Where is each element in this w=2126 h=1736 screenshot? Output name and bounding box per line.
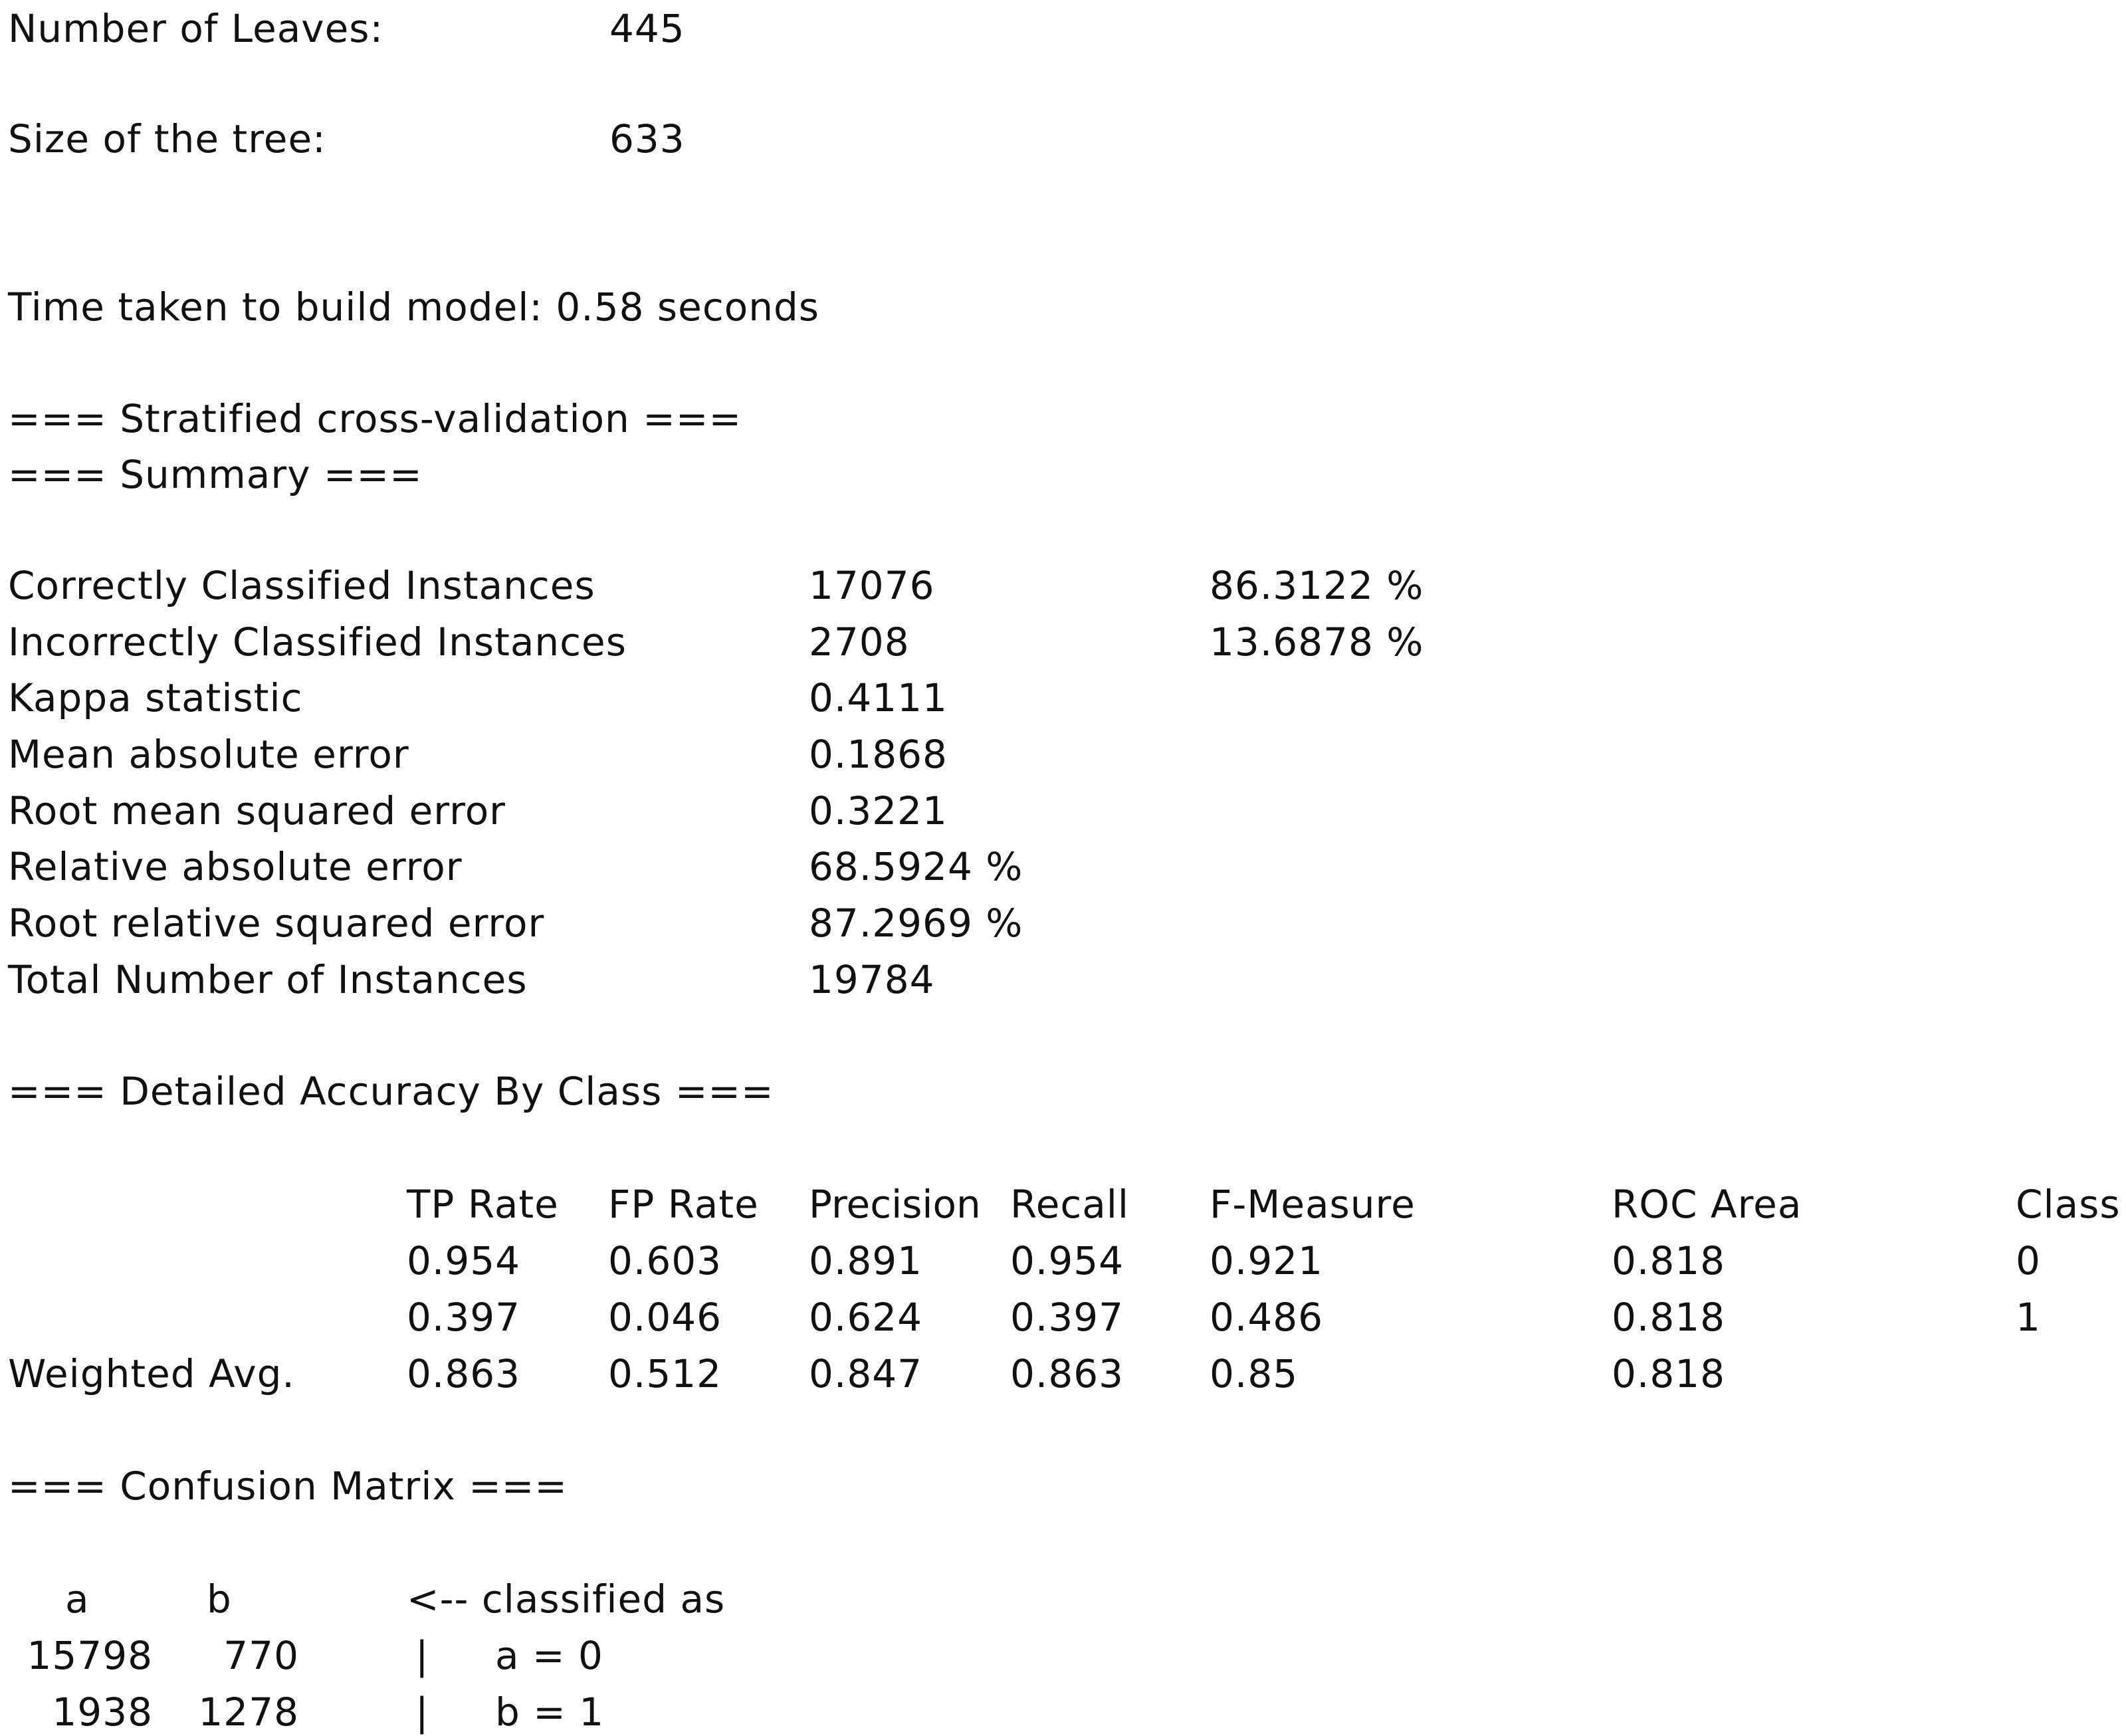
summary-label: Root mean squared error xyxy=(8,788,506,833)
matrix-cell: 15798 xyxy=(27,1633,153,1678)
table-cell: 0.891 xyxy=(809,1238,923,1283)
time-taken: Time taken to build model: 0.58 seconds xyxy=(8,284,820,330)
table-cell: 0.818 xyxy=(1612,1295,1726,1340)
table-cell: 0.818 xyxy=(1612,1238,1726,1283)
summary-header: === Summary === xyxy=(8,452,423,497)
leaves-label: Number of Leaves: xyxy=(8,6,384,51)
table-cell: 0.046 xyxy=(608,1295,722,1340)
accuracy-header: === Detailed Accuracy By Class === xyxy=(8,1069,774,1114)
summary-label: Incorrectly Classified Instances xyxy=(8,619,627,665)
row-separator: | xyxy=(415,1633,429,1678)
table-cell: 0.921 xyxy=(1210,1238,1324,1283)
table-cell: 0.397 xyxy=(1010,1295,1124,1340)
column-header: Precision xyxy=(809,1182,981,1227)
row-label: a = 0 xyxy=(495,1633,603,1678)
summary-percent: 13.6878 % xyxy=(1210,619,1424,665)
summary-label: Kappa statistic xyxy=(8,675,303,720)
summary-value: 68.5924 % xyxy=(809,844,1023,889)
leaves-value: 445 xyxy=(609,6,685,51)
column-header: F-Measure xyxy=(1210,1182,1416,1227)
column-header: b xyxy=(207,1576,232,1622)
row-separator: | xyxy=(415,1689,429,1735)
summary-label: Correctly Classified Instances xyxy=(8,563,595,608)
tree-size-label: Size of the tree: xyxy=(8,116,326,162)
table-cell: 0.847 xyxy=(809,1351,923,1396)
column-header: a xyxy=(65,1576,90,1622)
matrix-cell: 1938 xyxy=(52,1689,153,1735)
summary-label: Root relative squared error xyxy=(8,901,545,946)
summary-value: 19784 xyxy=(809,957,935,1002)
table-cell: 0.85 xyxy=(1210,1351,1299,1396)
table-cell: 0.954 xyxy=(1010,1238,1124,1283)
summary-value: 2708 xyxy=(809,619,910,665)
table-cell: 0.512 xyxy=(608,1351,722,1396)
summary-label: Relative absolute error xyxy=(8,844,463,889)
summary-value: 0.3221 xyxy=(809,788,948,833)
table-cell: 0.397 xyxy=(407,1295,521,1340)
summary-percent: 86.3122 % xyxy=(1210,563,1424,608)
table-cell: 0.624 xyxy=(809,1295,923,1340)
table-cell: 0.603 xyxy=(608,1238,722,1283)
table-cell: 0.486 xyxy=(1210,1295,1324,1340)
table-cell: 0.954 xyxy=(407,1238,521,1283)
table-cell: 0.818 xyxy=(1612,1351,1726,1396)
classified-as-caption: <-- classified as xyxy=(407,1576,726,1622)
confusion-header: === Confusion Matrix === xyxy=(8,1464,568,1509)
column-header: ROC Area xyxy=(1612,1182,1802,1227)
matrix-cell: 770 xyxy=(223,1633,299,1678)
summary-value: 87.2969 % xyxy=(809,901,1023,946)
table-cell: 0 xyxy=(2016,1238,2041,1283)
column-header: TP Rate xyxy=(407,1182,559,1227)
table-cell: 0.863 xyxy=(1010,1351,1124,1396)
table-cell: 1 xyxy=(2016,1295,2041,1340)
column-header: Recall xyxy=(1010,1182,1130,1227)
row-label: b = 1 xyxy=(495,1689,605,1735)
column-header: Class xyxy=(2016,1182,2121,1227)
cv-header: === Stratified cross-validation === xyxy=(8,396,742,441)
summary-label: Total Number of Instances xyxy=(8,957,528,1002)
summary-value: 0.4111 xyxy=(809,675,948,720)
summary-value: 17076 xyxy=(809,563,935,608)
summary-label: Mean absolute error xyxy=(8,732,409,777)
matrix-cell: 1278 xyxy=(198,1689,299,1735)
row-label: Weighted Avg. xyxy=(8,1351,295,1396)
table-cell: 0.863 xyxy=(407,1351,521,1396)
column-header: FP Rate xyxy=(608,1182,759,1227)
tree-size-value: 633 xyxy=(609,116,685,162)
summary-value: 0.1868 xyxy=(809,732,948,777)
